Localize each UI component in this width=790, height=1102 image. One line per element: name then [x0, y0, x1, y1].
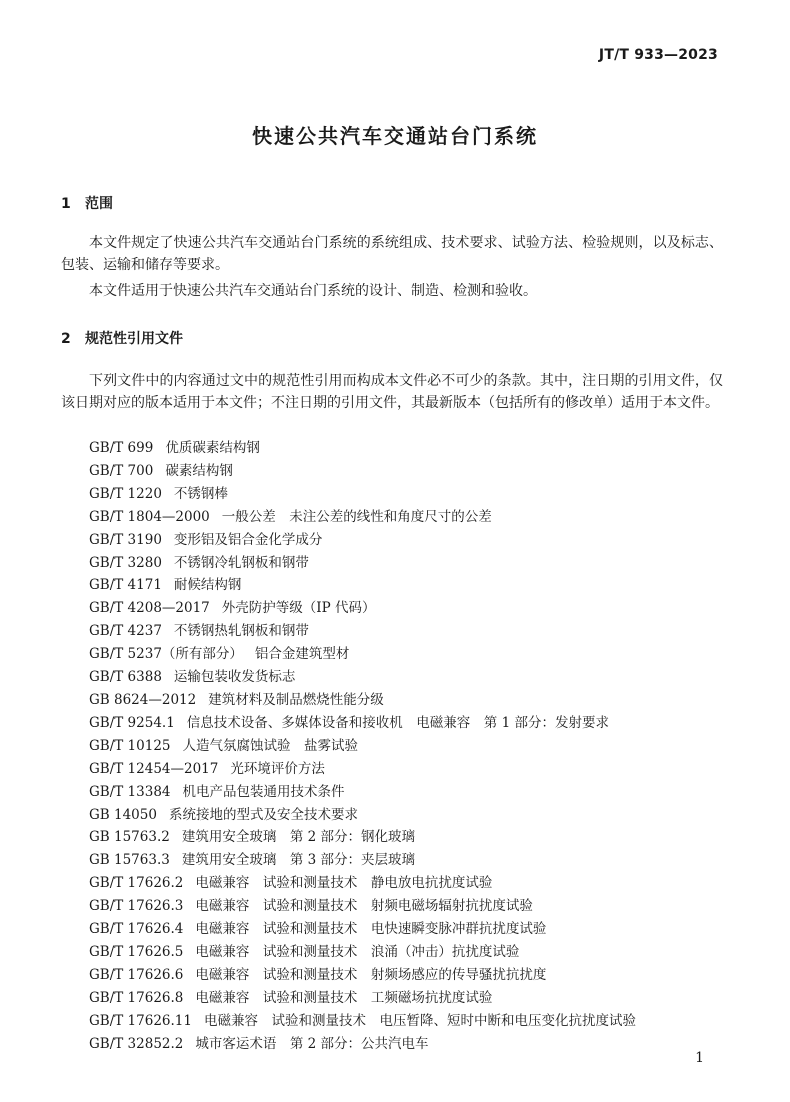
reference-code: GB/T 4237: [89, 623, 162, 640]
reference-code: GB/T 3280: [89, 554, 162, 571]
reference-code: GB/T 10125: [89, 737, 171, 754]
reference-item: [89, 643, 636, 666]
reference-item: [89, 804, 636, 827]
reference-title: 电磁兼容 试验和测量技术 射频电磁场辐射抗扰度试验: [195, 898, 533, 915]
reference-code: GB/T 1804—2000: [89, 508, 210, 525]
reference-item: [89, 712, 636, 735]
reference-title: 系统接地的型式及安全技术要求: [168, 806, 358, 823]
reference-item: [89, 597, 636, 620]
reference-item: [89, 620, 636, 643]
reference-item: [89, 1033, 636, 1056]
reference-code: GB/T 17626.11: [89, 1012, 192, 1029]
reference-code: GB/T 17626.5: [89, 943, 184, 960]
reference-title: 运输包装收发货标志: [173, 669, 296, 686]
reference-title: 光环境评价方法: [230, 760, 325, 777]
reference-code: GB/T 4208—2017: [89, 600, 210, 617]
reference-title: 不锈钢冷轧钢板和钢带: [173, 554, 309, 571]
reference-title: 建筑用安全玻璃 第 3 部分：夹层玻璃: [181, 852, 415, 869]
reference-item: [89, 506, 636, 529]
reference-item: [89, 941, 636, 964]
reference-item: [89, 849, 636, 872]
reference-code: GB/T 32852.2: [89, 1035, 184, 1052]
reference-title: 建筑材料及制品燃烧性能分级: [208, 691, 384, 708]
section-1-heading: [61, 193, 113, 213]
reference-title: 不锈钢棒: [173, 485, 228, 502]
section-2-heading: [61, 328, 183, 348]
reference-title: 耐候结构钢: [173, 577, 242, 594]
section-1-number: 1: [61, 196, 71, 212]
section-1-paragraph-2: 本文件适用于快速公共汽车交通站台门系统的设计、制造、检测和验收。: [89, 283, 537, 299]
reference-list: [89, 437, 636, 1055]
standard-code: JT/T 933—2023: [598, 47, 718, 63]
reference-title: 电磁兼容 试验和测量技术 静电放电抗扰度试验: [195, 875, 493, 892]
reference-code: GB 15763.2: [89, 829, 170, 846]
reference-item: [89, 964, 636, 987]
reference-code: GB/T 17626.4: [89, 921, 184, 938]
reference-title: 外壳防护等级（IP 代码）: [221, 600, 376, 617]
reference-code: GB/T 1220: [89, 485, 162, 502]
reference-title: 变形铝及铝合金化学成分: [173, 531, 323, 548]
reference-title: 信息技术设备、多媒体设备和接收机 电磁兼容 第 1 部分：发射要求: [186, 714, 609, 731]
reference-item: [89, 574, 636, 597]
section-1-title: 范围: [85, 196, 113, 212]
reference-code: GB/T 699: [89, 440, 154, 456]
reference-code: GB/T 9254.1: [89, 714, 175, 731]
reference-title: 不锈钢热轧钢板和钢带: [173, 623, 309, 640]
reference-title: 铝合金建筑型材: [254, 646, 350, 663]
reference-code: GB/T 17626.2: [89, 875, 184, 892]
reference-item: [89, 918, 636, 941]
section-2-title: 规范性引用文件: [85, 331, 183, 347]
reference-item: [89, 826, 636, 849]
reference-code: GB/T 17626.6: [89, 966, 184, 983]
reference-item: [89, 987, 636, 1010]
reference-title: 优质碳素结构钢: [165, 440, 260, 456]
reference-code: GB 14050: [89, 806, 157, 823]
reference-item: [89, 895, 636, 918]
reference-code: GB/T 17626.3: [89, 898, 184, 915]
reference-code: GB/T 12454—2017: [89, 760, 219, 777]
reference-code: GB/T 17626.8: [89, 989, 184, 1006]
reference-title: 城市客运术语 第 2 部分：公共汽电车: [195, 1035, 429, 1052]
reference-code: GB 15763.3: [89, 852, 170, 869]
section-2-number: 2: [61, 331, 71, 347]
reference-item: [89, 437, 636, 460]
reference-code: GB/T 6388: [89, 669, 162, 686]
reference-title: 电磁兼容 试验和测量技术 工频磁场抗扰度试验: [195, 989, 493, 1006]
reference-code: GB/T 5237（所有部分）: [89, 646, 243, 663]
reference-code: GB/T 13384: [89, 783, 171, 800]
reference-code: GB/T 3190: [89, 531, 162, 548]
reference-title: 电磁兼容 试验和测量技术 射频场感应的传导骚扰抗扰度: [195, 966, 547, 983]
reference-item: [89, 666, 636, 689]
reference-item: [89, 872, 636, 895]
reference-item: [89, 529, 636, 552]
reference-item: [89, 781, 636, 804]
reference-item: [89, 552, 636, 575]
reference-title: 电磁兼容 试验和测量技术 浪涌（冲击）抗扰度试验: [195, 943, 520, 960]
reference-title: 电磁兼容 试验和测量技术 电压暂降、短时中断和电压变化抗扰度试验: [203, 1012, 636, 1029]
document-title: 快速公共汽车交通站台门系统: [252, 124, 538, 148]
reference-item: [89, 735, 636, 758]
reference-title: 机电产品包装通用技术条件: [182, 783, 345, 800]
section-1-paragraph-1: 本文件规定了快速公共汽车交通站台门系统的系统组成、技术要求、试验方法、检验规则，以及标志、包装、运输和储存等要求。: [61, 235, 723, 273]
reference-code: GB 8624—2012: [89, 691, 197, 708]
section-2-intro: 下列文件中的内容通过文中的规范性引用而构成本文件必不可少的条款。其中，注日期的引用文件，仅该日期对应的版本适用于本文件；不注日期的引用文件，其最新版本（包括所有的修改单）适用于本文件。: [61, 373, 723, 411]
reference-item: [89, 1010, 636, 1033]
reference-item: [89, 689, 636, 712]
reference-item: [89, 483, 636, 506]
reference-code: GB/T 700: [89, 462, 154, 479]
reference-title: 建筑用安全玻璃 第 2 部分：钢化玻璃: [181, 829, 415, 846]
reference-title: 碳素结构钢: [165, 462, 233, 479]
reference-title: 一般公差 未注公差的线性和角度尺寸的公差: [221, 508, 492, 525]
reference-title: 电磁兼容 试验和测量技术 电快速瞬变脉冲群抗扰度试验: [195, 921, 547, 938]
reference-item: [89, 758, 636, 781]
reference-code: GB/T 4171: [89, 577, 162, 594]
page-number: 1: [695, 1050, 704, 1066]
reference-title: 人造气氛腐蚀试验 盐雾试验: [182, 737, 358, 754]
reference-item: [89, 460, 636, 483]
